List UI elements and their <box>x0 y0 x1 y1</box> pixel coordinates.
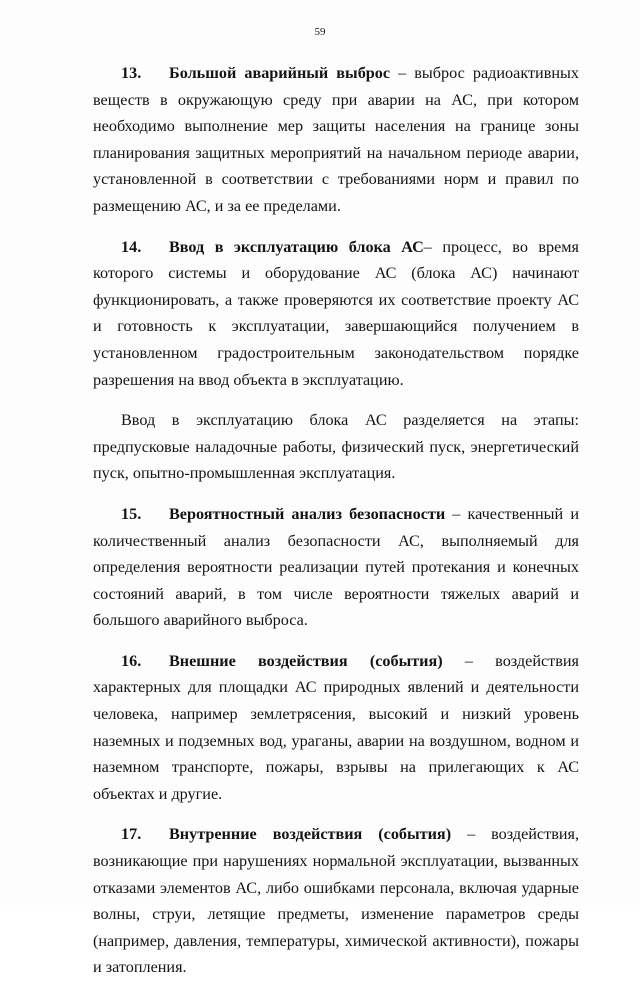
definition-text: – процесс, во время которого системы и оборудование АС (блока АС) начинают функционировать, а также проверяются их соответствие проекту АС и готовность к эксплуатации, завершающийся получением в установленном градостроительным законодательством порядке разрешения на ввод объекта в эксплуатацию. <box>93 237 579 389</box>
term: Вероятностный анализ безопасности <box>169 504 446 523</box>
term: Внутренние воздействия (события) <box>169 825 452 844</box>
item-number: 13. <box>121 64 142 82</box>
definition-15 <box>93 501 579 634</box>
definition-text: – воздействия, возникающие при нарушениях нормальной эксплуатации, вызванных отказами элементов АС, либо ошибками персонала, включая ударные волны, струи, летящие предметы, изменение параметров среды (например, давления, температуры, химической активности), пожары и затопления. <box>93 825 579 977</box>
item-number: 16. <box>121 651 142 670</box>
document-body <box>93 60 579 995</box>
term: Ввод в эксплуатацию блока АС <box>169 237 424 256</box>
definition-text: – выброс радиоактивных веществ в окружающую среду при аварии на АС, при котором необходимо выполнение мер защиты населения на границе зоны планирования защитных мероприятий на начальном периоде аварии, установленной в соответствии с требованиями норм и правил по размещению АС, и за ее пределами. <box>93 64 580 215</box>
item-number: 14. <box>121 237 142 256</box>
paragraph-stages: Ввод в эксплуатацию блока АС разделяется на этапы: предпусковые наладочные работы, физический пуск, энергетический пуск, опытно-промышленная эксплуатация. <box>93 411 579 483</box>
term: Большой аварийный выброс <box>169 64 391 82</box>
definition-17 <box>93 821 579 981</box>
definition-text: – воздействия характерных для площадки АС природных явлений и деятельности человека, например землетрясения, высокий и низкий уровень наземных и подземных вод, ураганы, аварии на воздушном, водном и наземном транспорте, пожары, взрывы на прилегающих к АС объектах и другие. <box>93 651 579 803</box>
item-number: 15. <box>121 504 142 523</box>
definition-16 <box>93 648 579 808</box>
term: Внешние воздействия (события) <box>169 651 443 670</box>
page-number: 59 <box>314 26 326 38</box>
definition-13 <box>93 60 579 220</box>
definition-14 <box>93 234 579 394</box>
item-number: 17. <box>121 825 142 844</box>
definition-text: – качественный и количественный анализ безопасности АС, выполняемый для определения вероятности реализации путей протекания и конечных состояний аварий, в том числе вероятности тяжелых аварий и большого аварийного выброса. <box>93 504 579 630</box>
